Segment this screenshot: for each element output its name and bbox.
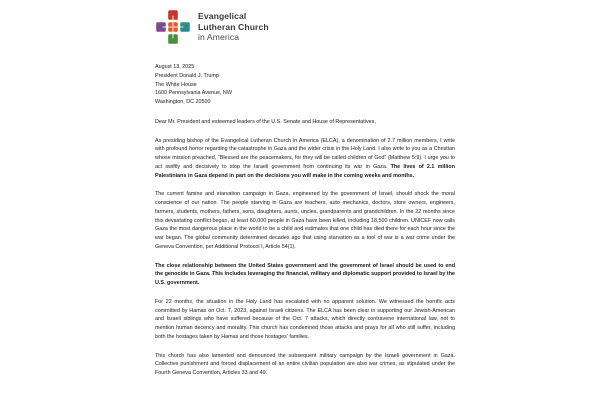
body-text: This church has also lamented and denounced the subsequent military campaign by the Israeli government in Gaza. Collective punishment and forced displacement of an entire civilian population are also war crimes, as stipulated under the Fourth Geneva Convention, Articles 33 and 49. xyxy=(155,352,455,376)
letter-paragraph xyxy=(155,190,455,251)
emphasis-text: The lives of 2.1 million Palestinians in Gaza depend in part on the decisions you will make in the coming weeks and months. xyxy=(155,163,456,179)
letter-date: August 13, 2025 xyxy=(155,64,195,70)
salutation: Dear Mr. President and esteemed leaders of the U.S. Senate and House of Representatives, xyxy=(155,118,376,125)
organization-name xyxy=(198,11,269,43)
address-block xyxy=(155,63,455,107)
letterhead xyxy=(155,0,455,53)
elca-cross-logo-icon xyxy=(155,9,191,45)
body-text: The current famine and starvation campaign in Gaza, engineered by the government of Israel, should shock the moral conscience of our nation. The people starving in Gaza are teachers, auto mechanics, doctors, store owners, engineers, farmers, students, mothers, fathers, sons, daughters, aunts, uncles, grandparents and grandchildren. In the 22 months since this devastating conflict began, at least 60,000 people in Gaza have been killed, including 18,500 children. UNICEF now calls Gaza the most dangerous place in the world to be a child and estimates that one child has died there for each hour since the war began. The global community determined decades ago that using starvation as a tool of war is a war crime under the Geneva Convention, per Additional Protocol I, Article 54(1). xyxy=(155,191,455,250)
org-line-3: in America xyxy=(198,32,240,43)
recipient-line: The White House xyxy=(155,81,197,88)
emphasis-text: The close relationship between the United States government and the government of Israel should be used to end the genocide in Gaza. This includes leveraging the financial, military and diplomatic support provided to Israel by the U.S. government. xyxy=(155,262,455,286)
recipient-line: Washington, DC 20500 xyxy=(155,99,211,105)
body-text: As presiding bishop of the Evangelical Lutheran Church in America (ELCA), a denomination of 2.7 million members, I write with profound horror regarding the catastrophe in Gaza and the wider crisis in the Holy Land. I also write to you as a Christian whose mission preached, “Blessed are the peacemakers, for they will be called children of God” (Matthew 5:9). I urge you to act swiftly and decisively to stop the Israeli government from continuing its war in Gaza. xyxy=(155,137,455,170)
recipient-line: 1600 Pennsylvania Avenue, NW xyxy=(155,90,232,97)
letter-body xyxy=(155,63,455,378)
body-text: For 22 months, the situation in the Holy Land has escalated with no apparent solution. We witnessed the horrific acts committed by Hamas on Oct. 7, 2023, against Israeli citizens. The ELCA has been clear in supporting our Jewish-American and Israeli siblings who have suffered because of the Oct. 7 attacks, which directly contravene international law, not to mention human decency and morality. This church has condemned those attacks and prays for all who still suffer, including both the hostages taken by Hamas and those hostages’ families. xyxy=(155,298,455,340)
org-line-2: Lutheran Church xyxy=(198,21,269,32)
letter-paragraph xyxy=(155,298,455,342)
letter-paragraph xyxy=(155,352,455,378)
org-line-1: Evangelical xyxy=(198,10,247,21)
letter-paragraphs xyxy=(155,137,455,378)
letter-content-column xyxy=(155,0,455,378)
letter-paragraph xyxy=(155,137,455,181)
recipient-line: President Donald J. Trump xyxy=(155,72,219,79)
letter-paragraph xyxy=(155,262,455,288)
